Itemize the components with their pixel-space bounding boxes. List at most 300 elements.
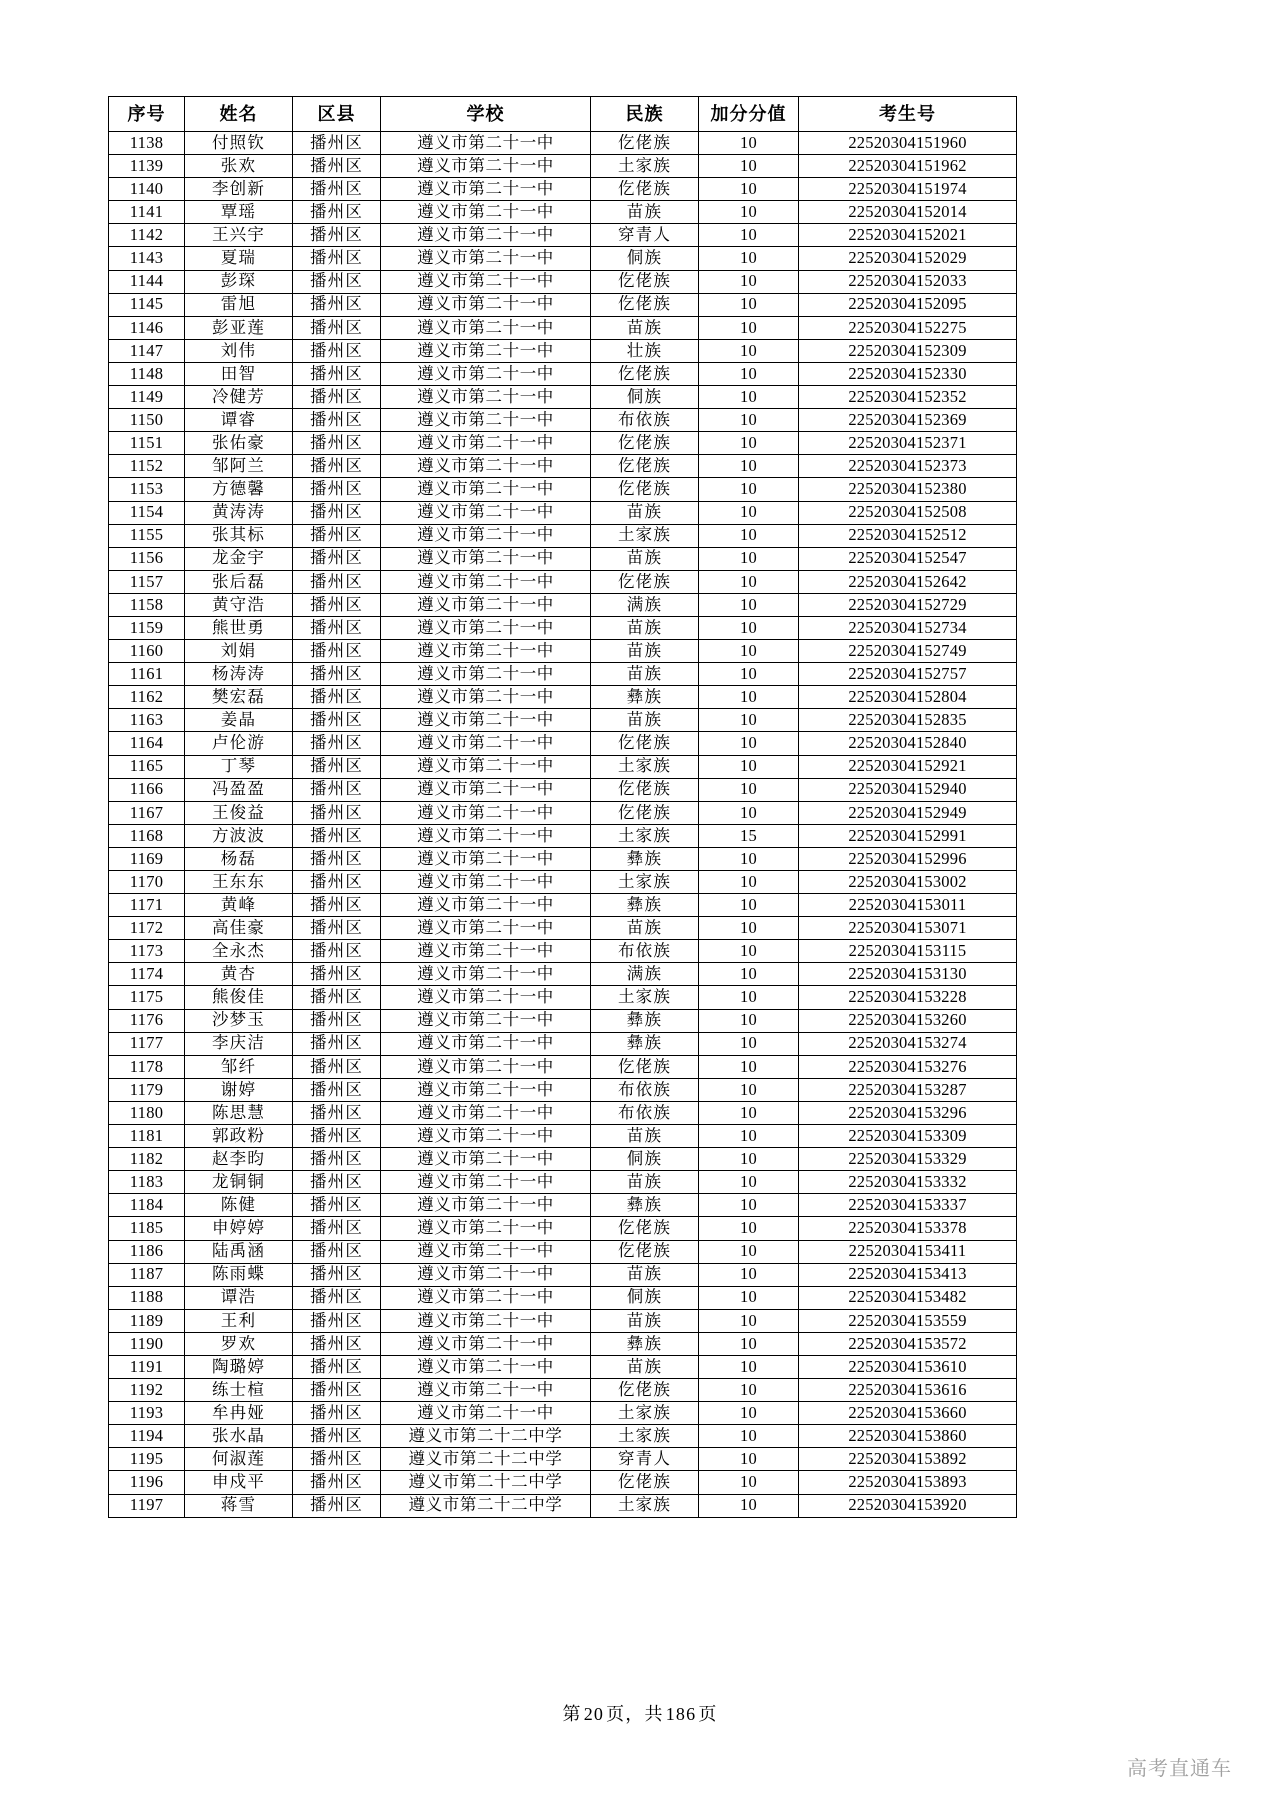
- cell-ethnicity: 苗族: [591, 616, 699, 639]
- cell-school: 遵义市第二十一中: [381, 871, 591, 894]
- cell-seq: 1186: [109, 1240, 185, 1263]
- cell-points: 10: [699, 963, 799, 986]
- cell-name: 冯盈盈: [185, 778, 293, 801]
- cell-ethnicity: 彝族: [591, 894, 699, 917]
- cell-exam-number: 22520304153610: [799, 1355, 1017, 1378]
- cell-exam-number: 22520304153337: [799, 1194, 1017, 1217]
- cell-exam-number: 22520304152547: [799, 547, 1017, 570]
- cell-points: 10: [699, 871, 799, 894]
- cell-school: 遵义市第二十一中: [381, 801, 591, 824]
- table-row: [109, 755, 1017, 778]
- cell-ethnicity: 土家族: [591, 1402, 699, 1425]
- cell-school: 遵义市第二十一中: [381, 247, 591, 270]
- cell-name: 练士楦: [185, 1379, 293, 1402]
- cell-points: 10: [699, 362, 799, 385]
- cell-points: 10: [699, 386, 799, 409]
- cell-ethnicity: 仡佬族: [591, 1379, 699, 1402]
- cell-exam-number: 22520304153115: [799, 940, 1017, 963]
- table-row: [109, 1332, 1017, 1355]
- cell-points: 10: [699, 1402, 799, 1425]
- cell-seq: 1159: [109, 616, 185, 639]
- table-row: [109, 247, 1017, 270]
- cell-district: 播州区: [293, 362, 381, 385]
- cell-school: 遵义市第二十二中学: [381, 1448, 591, 1471]
- cell-exam-number: 22520304152309: [799, 339, 1017, 362]
- cell-ethnicity: 壮族: [591, 339, 699, 362]
- cell-exam-number: 22520304153920: [799, 1494, 1017, 1517]
- cell-seq: 1145: [109, 293, 185, 316]
- cell-district: 播州区: [293, 1240, 381, 1263]
- cell-seq: 1146: [109, 316, 185, 339]
- cell-exam-number: 22520304152940: [799, 778, 1017, 801]
- cell-district: 播州区: [293, 640, 381, 663]
- cell-ethnicity: 苗族: [591, 917, 699, 940]
- table-row: [109, 570, 1017, 593]
- cell-name: 邹阿兰: [185, 455, 293, 478]
- cell-district: 播州区: [293, 986, 381, 1009]
- cell-exam-number: 22520304153011: [799, 894, 1017, 917]
- cell-exam-number: 22520304153071: [799, 917, 1017, 940]
- cell-district: 播州区: [293, 1055, 381, 1078]
- table-row: [109, 1379, 1017, 1402]
- cell-ethnicity: 穿青人: [591, 224, 699, 247]
- cell-ethnicity: 仡佬族: [591, 1240, 699, 1263]
- cell-district: 播州区: [293, 432, 381, 455]
- cell-points: 10: [699, 801, 799, 824]
- cell-seq: 1166: [109, 778, 185, 801]
- cell-exam-number: 22520304153130: [799, 963, 1017, 986]
- cell-school: 遵义市第二十一中: [381, 593, 591, 616]
- table-row: [109, 963, 1017, 986]
- cell-points: 10: [699, 1494, 799, 1517]
- cell-name: 熊世勇: [185, 616, 293, 639]
- cell-points: 10: [699, 201, 799, 224]
- cell-points: 10: [699, 570, 799, 593]
- cell-school: 遵义市第二十一中: [381, 986, 591, 1009]
- cell-seq: 1188: [109, 1286, 185, 1309]
- table-row: [109, 1171, 1017, 1194]
- table-row: [109, 1101, 1017, 1124]
- cell-district: 播州区: [293, 1448, 381, 1471]
- cell-exam-number: 22520304152352: [799, 386, 1017, 409]
- cell-name: 王东东: [185, 871, 293, 894]
- cell-exam-number: 22520304152373: [799, 455, 1017, 478]
- cell-points: 10: [699, 1355, 799, 1378]
- cell-name: 赵李昀: [185, 1148, 293, 1171]
- table-row: [109, 616, 1017, 639]
- cell-school: 遵义市第二十一中: [381, 547, 591, 570]
- cell-points: 10: [699, 732, 799, 755]
- cell-exam-number: 22520304152380: [799, 478, 1017, 501]
- cell-school: 遵义市第二十一中: [381, 1309, 591, 1332]
- cell-ethnicity: 苗族: [591, 1125, 699, 1148]
- cell-ethnicity: 布依族: [591, 1101, 699, 1124]
- cell-exam-number: 22520304153228: [799, 986, 1017, 1009]
- cell-school: 遵义市第二十一中: [381, 663, 591, 686]
- cell-seq: 1141: [109, 201, 185, 224]
- cell-ethnicity: 满族: [591, 963, 699, 986]
- cell-name: 方波波: [185, 824, 293, 847]
- cell-seq: 1144: [109, 270, 185, 293]
- cell-ethnicity: 穿青人: [591, 1448, 699, 1471]
- cell-seq: 1179: [109, 1078, 185, 1101]
- cell-exam-number: 22520304153287: [799, 1078, 1017, 1101]
- cell-ethnicity: 苗族: [591, 316, 699, 339]
- cell-seq: 1187: [109, 1263, 185, 1286]
- cell-points: 10: [699, 640, 799, 663]
- cell-points: 10: [699, 1263, 799, 1286]
- cell-seq: 1152: [109, 455, 185, 478]
- cell-district: 播州区: [293, 178, 381, 201]
- cell-district: 播州区: [293, 1032, 381, 1055]
- cell-district: 播州区: [293, 1101, 381, 1124]
- cell-points: 10: [699, 501, 799, 524]
- footer-page-number: 20: [583, 1704, 605, 1724]
- cell-seq: 1170: [109, 871, 185, 894]
- cell-seq: 1147: [109, 339, 185, 362]
- cell-district: 播州区: [293, 1148, 381, 1171]
- cell-seq: 1162: [109, 686, 185, 709]
- cell-school: 遵义市第二十二中学: [381, 1471, 591, 1494]
- cell-ethnicity: 仡佬族: [591, 478, 699, 501]
- cell-ethnicity: 仡佬族: [591, 1217, 699, 1240]
- cell-seq: 1143: [109, 247, 185, 270]
- cell-name: 付照钦: [185, 132, 293, 155]
- table-row: [109, 1263, 1017, 1286]
- cell-name: 牟冉娅: [185, 1402, 293, 1425]
- cell-school: 遵义市第二十一中: [381, 1379, 591, 1402]
- cell-exam-number: 22520304152512: [799, 524, 1017, 547]
- cell-ethnicity: 仡佬族: [591, 732, 699, 755]
- cell-ethnicity: 仡佬族: [591, 432, 699, 455]
- cell-school: 遵义市第二十一中: [381, 1101, 591, 1124]
- cell-ethnicity: 侗族: [591, 386, 699, 409]
- cell-school: 遵义市第二十二中学: [381, 1494, 591, 1517]
- cell-points: 10: [699, 247, 799, 270]
- cell-school: 遵义市第二十一中: [381, 1078, 591, 1101]
- cell-district: 播州区: [293, 1125, 381, 1148]
- table-row: [109, 501, 1017, 524]
- table-row: [109, 1078, 1017, 1101]
- table-row: [109, 339, 1017, 362]
- cell-name: 熊俊佳: [185, 986, 293, 1009]
- cell-name: 陆禹涵: [185, 1240, 293, 1263]
- cell-school: 遵义市第二十一中: [381, 432, 591, 455]
- cell-points: 10: [699, 616, 799, 639]
- cell-name: 丁琴: [185, 755, 293, 778]
- cell-name: 彭亚莲: [185, 316, 293, 339]
- table-row: [109, 524, 1017, 547]
- cell-seq: 1191: [109, 1355, 185, 1378]
- cell-ethnicity: 土家族: [591, 524, 699, 547]
- cell-seq: 1177: [109, 1032, 185, 1055]
- cell-district: 播州区: [293, 1471, 381, 1494]
- cell-seq: 1192: [109, 1379, 185, 1402]
- table-row: [109, 871, 1017, 894]
- cell-exam-number: 22520304152996: [799, 847, 1017, 870]
- cell-name: 王兴宇: [185, 224, 293, 247]
- table-row: [109, 478, 1017, 501]
- cell-seq: 1181: [109, 1125, 185, 1148]
- cell-name: 陈雨蝶: [185, 1263, 293, 1286]
- cell-district: 播州区: [293, 1355, 381, 1378]
- cell-school: 遵义市第二十一中: [381, 847, 591, 870]
- cell-district: 播州区: [293, 316, 381, 339]
- cell-ethnicity: 仡佬族: [591, 270, 699, 293]
- cell-points: 10: [699, 1471, 799, 1494]
- cell-seq: 1139: [109, 155, 185, 178]
- roster-table-container: [108, 96, 1016, 1518]
- cell-name: 卢伦游: [185, 732, 293, 755]
- cell-school: 遵义市第二十一中: [381, 224, 591, 247]
- cell-seq: 1189: [109, 1309, 185, 1332]
- table-row: [109, 686, 1017, 709]
- cell-exam-number: 22520304153378: [799, 1217, 1017, 1240]
- cell-name: 全永杰: [185, 940, 293, 963]
- cell-points: 10: [699, 847, 799, 870]
- cell-points: 10: [699, 155, 799, 178]
- cell-ethnicity: 苗族: [591, 1355, 699, 1378]
- cell-name: 王俊益: [185, 801, 293, 824]
- cell-name: 黄峰: [185, 894, 293, 917]
- cell-seq: 1160: [109, 640, 185, 663]
- table-row: [109, 1148, 1017, 1171]
- cell-points: 10: [699, 1309, 799, 1332]
- cell-exam-number: 22520304152991: [799, 824, 1017, 847]
- cell-points: 10: [699, 1148, 799, 1171]
- cell-points: 10: [699, 940, 799, 963]
- cell-points: 10: [699, 1379, 799, 1402]
- cell-points: 10: [699, 755, 799, 778]
- cell-seq: 1138: [109, 132, 185, 155]
- cell-ethnicity: 苗族: [591, 547, 699, 570]
- cell-district: 播州区: [293, 1494, 381, 1517]
- cell-seq: 1155: [109, 524, 185, 547]
- cell-name: 申婷婷: [185, 1217, 293, 1240]
- cell-district: 播州区: [293, 1402, 381, 1425]
- cell-exam-number: 22520304152921: [799, 755, 1017, 778]
- table-body: [109, 132, 1017, 1518]
- cell-exam-number: 22520304152757: [799, 663, 1017, 686]
- cell-ethnicity: 土家族: [591, 155, 699, 178]
- cell-name: 刘娟: [185, 640, 293, 663]
- cell-points: 10: [699, 1217, 799, 1240]
- cell-exam-number: 22520304152749: [799, 640, 1017, 663]
- cell-district: 播州区: [293, 1332, 381, 1355]
- cell-exam-number: 22520304153893: [799, 1471, 1017, 1494]
- cell-ethnicity: 土家族: [591, 1425, 699, 1448]
- cell-school: 遵义市第二十一中: [381, 778, 591, 801]
- table-row: [109, 432, 1017, 455]
- footer-prefix: 第: [562, 1704, 582, 1724]
- cell-exam-number: 22520304153660: [799, 1402, 1017, 1425]
- cell-ethnicity: 仡佬族: [591, 778, 699, 801]
- cell-name: 黄守浩: [185, 593, 293, 616]
- cell-district: 播州区: [293, 409, 381, 432]
- cell-points: 10: [699, 986, 799, 1009]
- cell-seq: 1193: [109, 1402, 185, 1425]
- cell-points: 10: [699, 1055, 799, 1078]
- cell-ethnicity: 苗族: [591, 640, 699, 663]
- cell-seq: 1148: [109, 362, 185, 385]
- cell-school: 遵义市第二十一中: [381, 524, 591, 547]
- cell-district: 播州区: [293, 1379, 381, 1402]
- cell-name: 杨磊: [185, 847, 293, 870]
- cell-district: 播州区: [293, 732, 381, 755]
- cell-points: 10: [699, 455, 799, 478]
- cell-seq: 1174: [109, 963, 185, 986]
- cell-district: 播州区: [293, 201, 381, 224]
- cell-exam-number: 22520304152330: [799, 362, 1017, 385]
- cell-seq: 1171: [109, 894, 185, 917]
- table-row: [109, 709, 1017, 732]
- cell-seq: 1154: [109, 501, 185, 524]
- cell-exam-number: 22520304153482: [799, 1286, 1017, 1309]
- cell-seq: 1176: [109, 1009, 185, 1032]
- table-row: [109, 894, 1017, 917]
- cell-ethnicity: 仡佬族: [591, 178, 699, 201]
- cell-district: 播州区: [293, 270, 381, 293]
- table-row: [109, 1309, 1017, 1332]
- cell-name: 黄涛涛: [185, 501, 293, 524]
- cell-points: 10: [699, 224, 799, 247]
- cell-exam-number: 22520304153309: [799, 1125, 1017, 1148]
- cell-name: 张欢: [185, 155, 293, 178]
- cell-school: 遵义市第二十一中: [381, 570, 591, 593]
- cell-seq: 1165: [109, 755, 185, 778]
- cell-ethnicity: 侗族: [591, 1148, 699, 1171]
- cell-seq: 1185: [109, 1217, 185, 1240]
- cell-district: 播州区: [293, 824, 381, 847]
- cell-name: 方德馨: [185, 478, 293, 501]
- cell-seq: 1197: [109, 1494, 185, 1517]
- table-row: [109, 640, 1017, 663]
- cell-ethnicity: 彝族: [591, 686, 699, 709]
- cell-name: 张佑豪: [185, 432, 293, 455]
- cell-points: 10: [699, 1101, 799, 1124]
- table-row: [109, 1240, 1017, 1263]
- cell-points: 10: [699, 132, 799, 155]
- cell-name: 高佳豪: [185, 917, 293, 940]
- watermark: 高考直通车: [1127, 1758, 1232, 1780]
- cell-seq: 1190: [109, 1332, 185, 1355]
- cell-seq: 1151: [109, 432, 185, 455]
- cell-district: 播州区: [293, 293, 381, 316]
- table-header: [109, 97, 1017, 132]
- cell-school: 遵义市第二十一中: [381, 362, 591, 385]
- cell-seq: 1175: [109, 986, 185, 1009]
- table-row: [109, 732, 1017, 755]
- cell-ethnicity: 苗族: [591, 1309, 699, 1332]
- cell-exam-number: 22520304152840: [799, 732, 1017, 755]
- cell-seq: 1195: [109, 1448, 185, 1471]
- cell-district: 播州区: [293, 616, 381, 639]
- cell-district: 播州区: [293, 940, 381, 963]
- cell-seq: 1172: [109, 917, 185, 940]
- cell-district: 播州区: [293, 1217, 381, 1240]
- cell-points: 10: [699, 593, 799, 616]
- cell-ethnicity: 苗族: [591, 201, 699, 224]
- cell-school: 遵义市第二十一中: [381, 894, 591, 917]
- cell-points: 10: [699, 1194, 799, 1217]
- cell-name: 王利: [185, 1309, 293, 1332]
- column-header-seq: 序号: [109, 97, 185, 132]
- cell-points: 10: [699, 1286, 799, 1309]
- table-row: [109, 293, 1017, 316]
- cell-district: 播州区: [293, 1009, 381, 1032]
- table-row: [109, 1471, 1017, 1494]
- cell-name: 陈健: [185, 1194, 293, 1217]
- cell-points: 10: [699, 1448, 799, 1471]
- cell-school: 遵义市第二十一中: [381, 270, 591, 293]
- table-row: [109, 224, 1017, 247]
- table-row: [109, 824, 1017, 847]
- cell-exam-number: 22520304152033: [799, 270, 1017, 293]
- cell-exam-number: 22520304153411: [799, 1240, 1017, 1263]
- cell-school: 遵义市第二十一中: [381, 1286, 591, 1309]
- cell-exam-number: 22520304151974: [799, 178, 1017, 201]
- cell-name: 夏瑞: [185, 247, 293, 270]
- cell-name: 覃瑶: [185, 201, 293, 224]
- cell-school: 遵义市第二十一中: [381, 1355, 591, 1378]
- page-footer: [0, 1700, 1280, 1726]
- cell-points: 10: [699, 709, 799, 732]
- cell-school: 遵义市第二十一中: [381, 478, 591, 501]
- table-row: [109, 1402, 1017, 1425]
- cell-exam-number: 22520304153296: [799, 1101, 1017, 1124]
- cell-district: 播州区: [293, 1078, 381, 1101]
- cell-ethnicity: 彝族: [591, 1332, 699, 1355]
- cell-ethnicity: 苗族: [591, 1263, 699, 1286]
- table-row: [109, 1448, 1017, 1471]
- cell-seq: 1173: [109, 940, 185, 963]
- cell-name: 罗欢: [185, 1332, 293, 1355]
- cell-points: 10: [699, 686, 799, 709]
- cell-exam-number: 22520304151962: [799, 155, 1017, 178]
- table-row: [109, 1055, 1017, 1078]
- table-row: [109, 201, 1017, 224]
- cell-name: 张水晶: [185, 1425, 293, 1448]
- cell-points: 15: [699, 824, 799, 847]
- cell-ethnicity: 苗族: [591, 1171, 699, 1194]
- table-row: [109, 1425, 1017, 1448]
- column-header-district: 区县: [293, 97, 381, 132]
- table-row: [109, 593, 1017, 616]
- cell-district: 播州区: [293, 1309, 381, 1332]
- cell-district: 播州区: [293, 963, 381, 986]
- header-row: [109, 97, 1017, 132]
- cell-seq: 1153: [109, 478, 185, 501]
- cell-exam-number: 22520304152642: [799, 570, 1017, 593]
- cell-points: 10: [699, 293, 799, 316]
- cell-points: 10: [699, 270, 799, 293]
- table-row: [109, 316, 1017, 339]
- cell-seq: 1156: [109, 547, 185, 570]
- cell-points: 10: [699, 1240, 799, 1263]
- cell-district: 播州区: [293, 871, 381, 894]
- cell-ethnicity: 彝族: [591, 1194, 699, 1217]
- cell-name: 谢婷: [185, 1078, 293, 1101]
- cell-seq: 1183: [109, 1171, 185, 1194]
- column-header-school: 学校: [381, 97, 591, 132]
- cell-points: 10: [699, 1009, 799, 1032]
- cell-name: 田智: [185, 362, 293, 385]
- column-header-exam-number: 考生号: [799, 97, 1017, 132]
- cell-exam-number: 22520304152095: [799, 293, 1017, 316]
- cell-school: 遵义市第二十二中学: [381, 1425, 591, 1448]
- cell-exam-number: 22520304152949: [799, 801, 1017, 824]
- cell-points: 10: [699, 663, 799, 686]
